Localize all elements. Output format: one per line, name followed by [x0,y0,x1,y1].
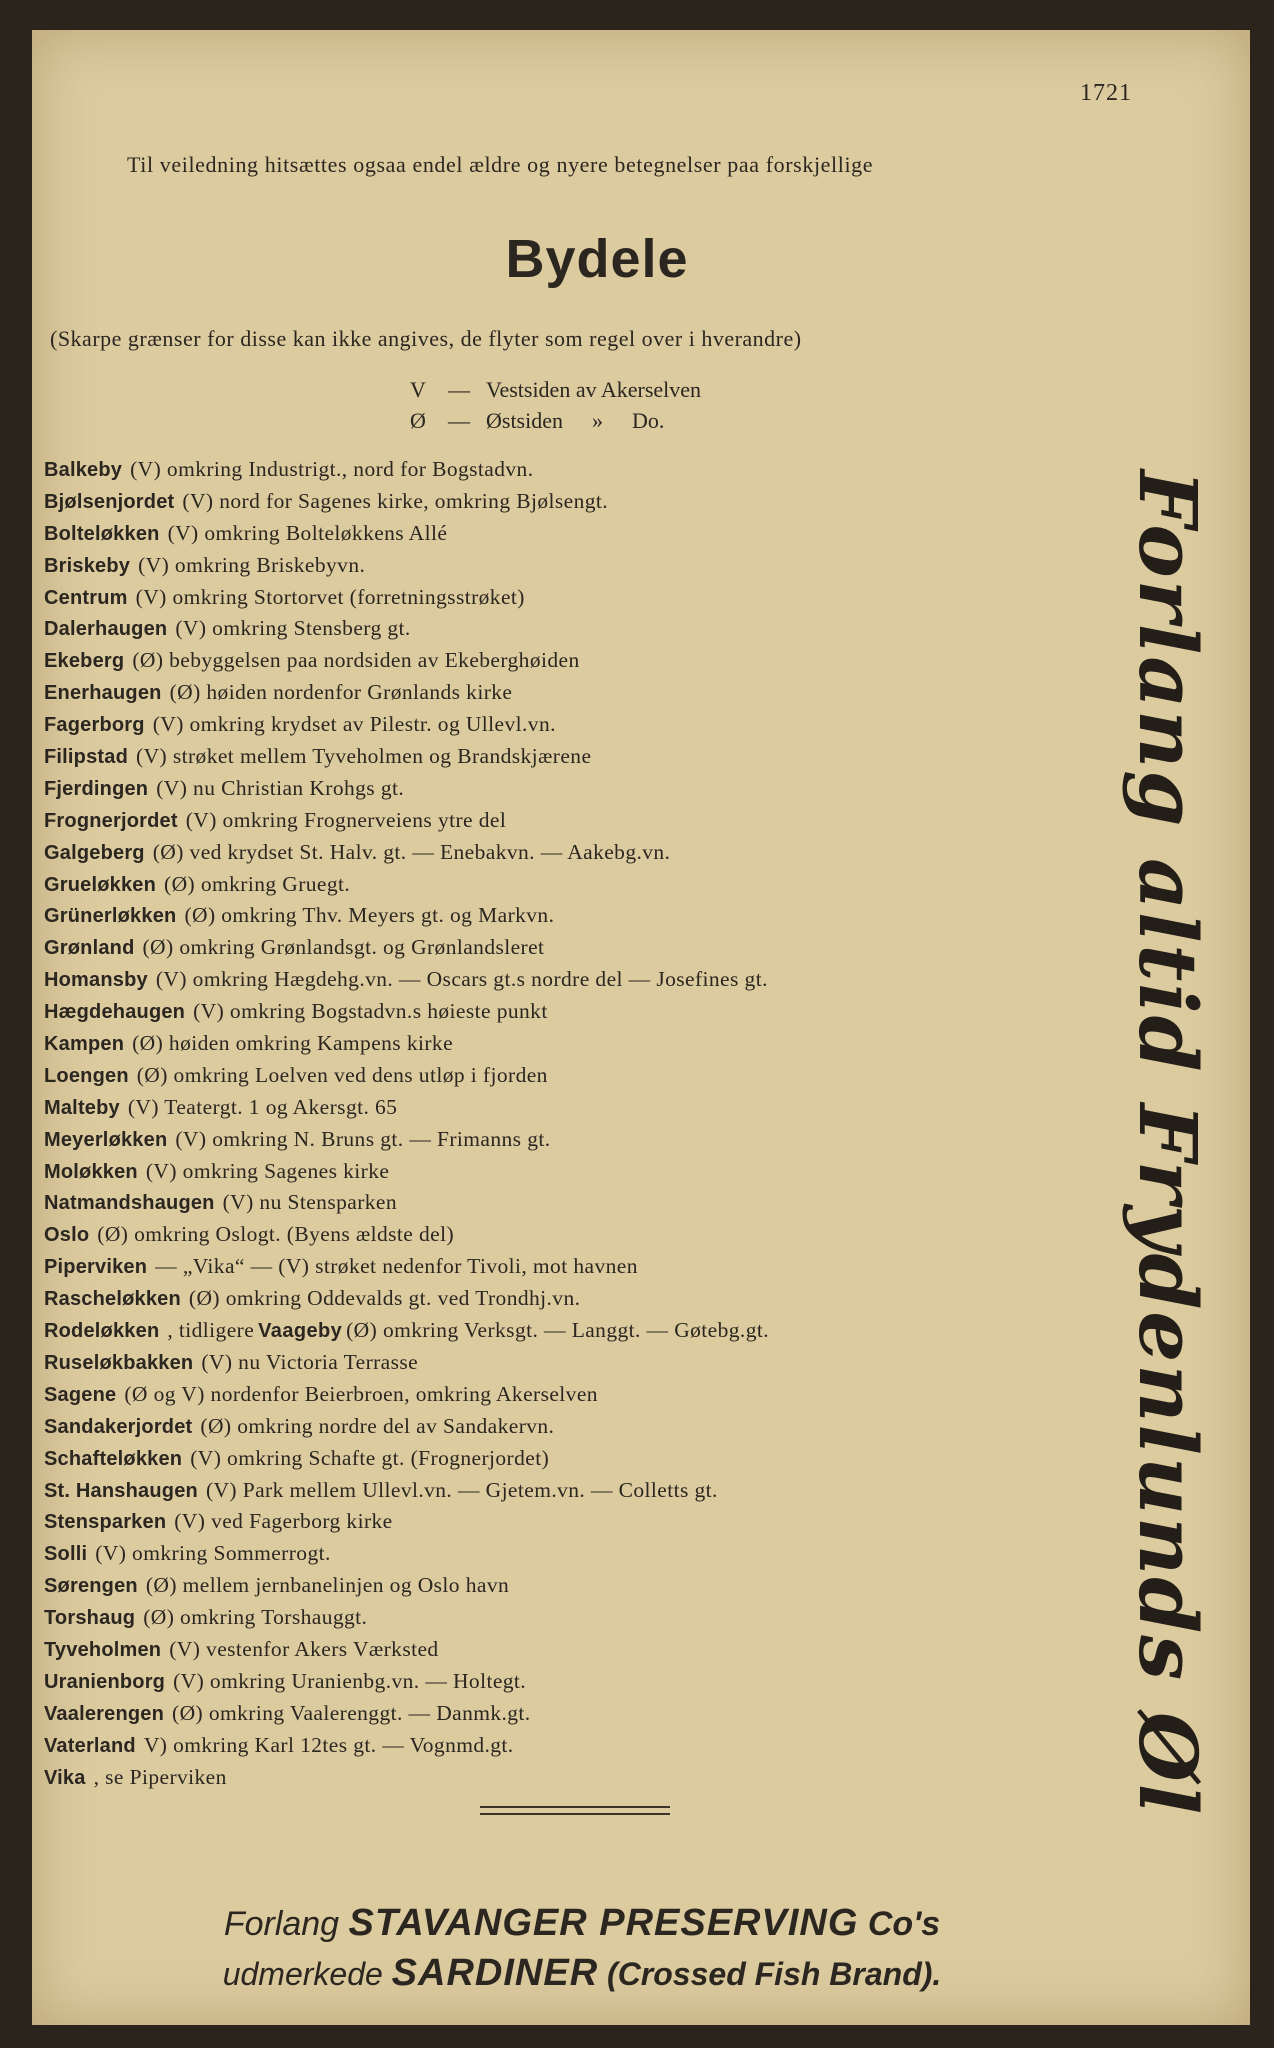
list-item [44,773,1064,805]
bottom-ad-lead-2: udmerkede [222,1956,383,1992]
bottom-ad-brand-1: STAVANGER PRESERVING [348,1902,859,1944]
district-name: Galgeberg [44,841,145,864]
list-item [44,1730,1064,1762]
district-description: (Ø) omkring nordre del av Sandakervn. [200,1413,555,1438]
side-advertisement: Forlang altid Frydenlunds Øl [1121,470,1215,1817]
district-name: Vika [44,1766,86,1789]
district-description: (V) nu Victoria Terrasse [201,1349,419,1374]
district-description: V) omkring Karl 12tes gt. — Vognmd.gt. [143,1732,514,1757]
district-description: (V) omkring Sommerrogt. [95,1541,331,1566]
district-description: (V) omkring Sagenes kirke [145,1158,390,1183]
district-description: (Ø) høiden nordenfor Grønlands kirke [169,680,513,705]
list-item [44,1698,1064,1730]
district-name: Frognerjordet [44,809,178,832]
list-item [44,1762,1064,1794]
list-item [44,837,1064,869]
district-description: (Ø) omkring Vaalerenggt. — Danmk.gt. [172,1700,531,1725]
district-description: (V) nu Stensparken [222,1190,397,1215]
district-name: Stensparken [44,1511,167,1534]
list-item [44,1666,1064,1698]
district-description: (V) omkring Hægdehg.vn. — Oscars gt.s nordre del — Josefines gt. [155,967,768,992]
district-description: (Ø) omkring Torshauggt. [143,1605,368,1630]
district-description: (V) ved Fagerborg kirke [174,1509,393,1534]
district-name: Schafteløkken [44,1447,183,1470]
district-description: (V) omkring Briskebyvn. [138,552,366,577]
district-description: (Ø) mellem jernbanelinjen og Oslo havn [145,1573,510,1598]
district-description: (V) omkring Bogstadvn.s høieste punkt [193,999,548,1024]
list-item [44,1506,1064,1538]
intro-text: Til veiledning hitsættes ogsaa endel ældre og nyere betegnelser paa forskjellige [127,152,874,177]
district-name: Grünerløkken [44,905,177,928]
district-description: (Ø) høiden omkring Kampens kirke [132,1031,454,1056]
bottom-ad-line-2 [32,1952,1132,1995]
list-item [44,1634,1064,1666]
list-item [44,1475,1064,1507]
district-description: (V) omkring Frognerveiens ytre del [185,807,507,832]
district-name: Filipstad [44,746,129,769]
district-description: (V) omkring N. Bruns gt. — Frimanns gt. [175,1126,551,1151]
district-description: (Ø og V) nordenfor Beierbroen, omkring Akerselven [124,1381,598,1406]
district-name: Sørengen [44,1575,138,1598]
district-name: Malteby [44,1096,120,1119]
list-item [44,1060,1064,1092]
list-item [44,1379,1064,1411]
district-name: Dalerhaugen [44,618,168,641]
list-item [44,1156,1064,1188]
district-name: Oslo [44,1224,90,1247]
list-item [44,1347,1064,1379]
district-description: , se Piperviken [93,1764,227,1789]
legend-ditto-do: Do. [632,408,665,433]
district-description: (V) Park mellem Ullevl.vn. — Gjetem.vn. — Colletts gt. [205,1477,718,1502]
district-description: (V) omkring Schafte gt. (Frognerjordet) [190,1445,550,1470]
district-name: Uranienborg [44,1670,166,1693]
list-item [44,900,1064,932]
list-item [44,550,1064,582]
legend-desc-o-text: Østsiden [486,408,563,433]
district-name: Hægdehaugen [44,1001,186,1024]
district-description: (Ø) omkring Loelven ved dens utløp i fjorden [136,1062,548,1087]
legend [410,374,701,436]
legend-dash: — [448,408,470,433]
district-desc-pre: , tidligere [167,1318,255,1343]
page-number: 1721 [1080,80,1132,106]
district-name: Tyveholmen [44,1638,162,1661]
district-description: (V) omkring Uranienbg.vn. — Holtegt. [173,1668,527,1693]
list-item [44,996,1064,1028]
legend-ditto-mark: » [592,408,603,433]
district-name: Loengen [44,1064,129,1087]
district-name: Balkeby [44,459,123,481]
list-item [44,613,1064,645]
list-item [44,1443,1064,1475]
district-name: Fjerdingen [44,777,149,800]
list-item [44,582,1064,614]
legend-row-o [410,405,701,436]
list-item [44,1092,1064,1124]
district-name: Natmandshaugen [44,1192,215,1215]
district-name: Vaterland [44,1734,136,1757]
district-description: (V) omkring krydset av Pilestr. og Ullevl.vn. [152,712,556,737]
legend-desc-o [486,405,664,436]
district-name: Ekeberg [44,650,125,673]
district-description: (V) strøket mellem Tyveholmen og Brandskjærene [136,744,592,769]
list-item [44,1570,1064,1602]
district-name: Homansby [44,969,148,992]
district-description: (Ø) bebyggelsen paa nordsiden av Ekeberghøiden [132,648,580,673]
list-item [44,1602,1064,1634]
list-item [44,518,1064,550]
list-item [44,1315,1064,1347]
district-name: Sagene [44,1383,117,1406]
district-name: Torshaug [44,1607,136,1630]
list-item [44,486,1064,518]
legend-key-o: Ø [410,408,426,433]
list-item [44,454,1064,486]
district-name: Ruseløkbakken [44,1351,194,1374]
district-description: — „Vika“ — (V) strøket nedenfor Tivoli, mot havnen [155,1254,638,1279]
note-text: (Skarpe grænser for disse kan ikke angives, de flyter som regel over i hverandre) [50,326,802,351]
district-name: Rascheløkken [44,1288,181,1311]
list-item [44,1251,1064,1283]
district-name: Moløkken [44,1160,138,1183]
district-description: (V) nord for Sagenes kirke, omkring Bjølsengt. [182,488,609,513]
district-name: Sandakerjordet [44,1415,193,1438]
legend-desc-v: Vestsiden av Akerselven [486,377,702,402]
district-description: (Ø) omkring Oslogt. (Byens ældste del) [97,1222,455,1247]
bottom-ad-brand-2: SARDINER [391,1952,599,1994]
district-alt-name: Vaageby [258,1320,343,1343]
district-description: (Ø) ved krydset St. Halv. gt. — Enebakvn. — Aakebg.vn. [152,839,671,864]
district-description: (V) Teatergt. 1 og Akersgt. 65 [127,1094,398,1119]
district-name: Rodeløkken [44,1320,160,1343]
district-name: Vaalerengen [44,1702,165,1725]
document-page [32,30,1250,2025]
district-description: (V) omkring Bolteløkkens Allé [167,520,448,545]
bottom-ad-tail-1: Co's [867,1905,941,1943]
list-item [44,1124,1064,1156]
list-item [44,1538,1064,1570]
district-description: (Ø) omkring Oddevalds gt. ved Trondhj.vn. [188,1286,581,1311]
list-item [44,964,1064,996]
double-rule-divider [480,1806,670,1815]
list-item [44,709,1064,741]
district-name: Meyerløkken [44,1128,168,1151]
list-item [44,1187,1064,1219]
district-name: Enerhaugen [44,682,162,705]
district-description: (Ø) omkring Verksgt. — Langgt. — Gøtebg.gt. [346,1318,769,1343]
list-item [44,677,1064,709]
list-item [44,741,1064,773]
district-name: Bjølsenjordet [44,490,175,513]
district-name: Bolteløkken [44,522,160,545]
district-description: (Ø) omkring Gruegt. [164,871,351,896]
district-description: (Ø) omkring Thv. Meyers gt. og Markvn. [184,903,555,928]
bottom-ad-lead-1: Forlang [223,1905,340,1943]
district-list [44,454,1064,1793]
list-item [44,1411,1064,1443]
district-name: Grønland [44,937,135,960]
district-name: Piperviken [44,1256,148,1279]
district-description: (V) omkring Industrigt., nord for Bogstadvn. [130,457,534,481]
legend-key-v: V [410,377,426,402]
legend-dash: — [448,377,470,402]
district-description: (V) vestenfor Akers Værksted [169,1636,439,1661]
district-description: (Ø) omkring Grønlandsgt. og Grønlandsleret [142,935,545,960]
district-name: Fagerborg [44,714,145,737]
list-item [44,932,1064,964]
list-item [44,645,1064,677]
district-description: (V) nu Christian Krohgs gt. [156,775,405,800]
bottom-ad-tail-2: (Crossed Fish Brand). [607,1956,942,1992]
district-description: (V) omkring Stensberg gt. [175,616,411,641]
district-name: Centrum [44,586,128,609]
bottom-ad-line-1 [32,1902,1132,1945]
legend-row-v [410,374,701,405]
district-name: St. Hanshaugen [44,1479,198,1502]
list-item [44,1219,1064,1251]
page-title: Bydele [505,229,689,289]
district-description: (V) omkring Stortorvet (forretningsstrøket) [135,584,525,609]
list-item [44,1028,1064,1060]
list-item [44,805,1064,837]
list-item [44,1283,1064,1315]
district-name: Grueløkken [44,873,157,896]
list-item [44,869,1064,901]
district-name: Briskeby [44,554,131,577]
district-name: Kampen [44,1033,125,1056]
district-name: Solli [44,1543,88,1566]
